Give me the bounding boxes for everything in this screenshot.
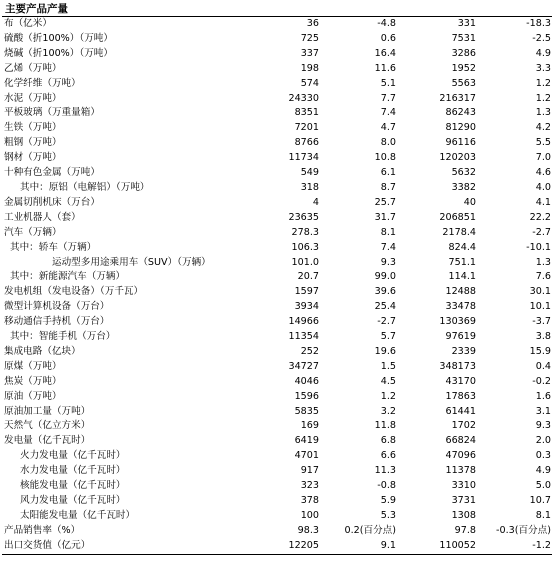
table-row [2, 241, 552, 256]
value-v2: 10.8 [374, 152, 396, 164]
value-v4: 4.9 [535, 465, 551, 477]
product-name: 化学纤维（万吨） [4, 77, 81, 89]
value-v1: 4 [312, 196, 319, 208]
value-v2: 5.1 [380, 77, 396, 89]
value-v1: 7201 [294, 122, 319, 134]
value-v2: 31.7 [374, 211, 396, 223]
value-v3: 3310 [451, 480, 476, 492]
value-v2: 6.1 [380, 167, 396, 179]
product-name: 出口交货值（亿元） [2, 539, 252, 554]
value-v4: -18.3 [526, 18, 551, 29]
value-v3: 97619 [445, 331, 476, 343]
value-v4: 2.0 [535, 435, 551, 447]
value-v2: 9.3 [380, 256, 396, 268]
value-v2: 19.6 [374, 345, 396, 357]
product-name: 金属切削机床（万台） [4, 196, 100, 208]
value-v4: 4.9 [535, 47, 551, 59]
product-name: 风力发电量（亿千瓦时） [20, 495, 126, 506]
value-v1: 252 [300, 345, 319, 357]
value-v1: 3934 [294, 301, 319, 313]
value-v3: 3731 [451, 495, 476, 506]
product-name: 运动型多用途乘用车（SUV）（万辆） [52, 256, 211, 268]
value-v3: 751.1 [448, 256, 476, 268]
value-v2: 39.6 [374, 286, 396, 298]
value-v2: 4.5 [380, 375, 396, 387]
product-name: 原油（万吨） [4, 390, 62, 402]
value-v4: 3.3 [535, 62, 551, 74]
table-row [2, 181, 552, 196]
table-row [2, 226, 552, 241]
value-v2: 0.6 [380, 32, 396, 44]
value-v3: 47096 [445, 450, 476, 462]
value-v2: 5.3 [380, 509, 396, 521]
value-v2: 7.4 [380, 107, 396, 119]
value-v3: 5563 [451, 77, 476, 89]
value-v3: 824.4 [448, 241, 476, 253]
product-name: 其中：原铝（电解铝）（万吨） [20, 181, 150, 193]
value-v1: 549 [300, 167, 319, 179]
value-v4: -2.7 [532, 226, 551, 238]
value-v3: 12488 [445, 286, 476, 298]
value-v2: 1.2 [380, 390, 396, 402]
value-v3: 11378 [445, 465, 476, 477]
table-row [2, 32, 552, 47]
table-row [2, 106, 552, 121]
value-v2: 4.7 [380, 122, 396, 134]
product-name: 平板玻璃（万重量箱） [4, 107, 100, 119]
value-v3: 2178.4 [442, 226, 476, 238]
value-v1: 323 [300, 480, 319, 492]
product-name: 其中：新能源汽车（万辆） [10, 271, 126, 283]
value-v4: -0.2 [532, 375, 551, 387]
value-v3: 17863 [445, 390, 476, 402]
table-row [2, 330, 552, 345]
value-v4: -1.2 [477, 539, 552, 554]
table-row [2, 256, 552, 271]
value-v3: 96116 [445, 137, 476, 149]
value-v1: 278.3 [291, 226, 319, 238]
value-v4: 0.3 [535, 450, 551, 462]
value-v3: 114.1 [448, 271, 476, 283]
value-v1: 101.0 [291, 256, 319, 268]
product-name: 发电机组（发电设备）（万千瓦） [4, 286, 144, 298]
table-row [2, 17, 552, 32]
table-row [2, 419, 552, 434]
product-name: 其中：智能手机（万台） [10, 331, 116, 343]
product-name: 工业机器人（套） [4, 211, 81, 223]
value-v1: 5835 [294, 405, 319, 417]
value-v1: 12205 [252, 539, 320, 554]
product-name: 乙烯（万吨） [4, 62, 62, 74]
value-v2: 11.8 [374, 420, 396, 432]
value-v3: 3382 [451, 181, 476, 193]
value-v1: 574 [300, 77, 319, 89]
value-v3: 130369 [439, 316, 476, 328]
value-v4: -2.5 [532, 32, 551, 44]
table-body [2, 17, 552, 554]
table-row [2, 375, 552, 390]
table-row [2, 390, 552, 405]
table-row [2, 345, 552, 360]
product-name: 生铁（万吨） [4, 122, 62, 134]
value-v2: 9.1 [320, 539, 397, 554]
value-v3: 61441 [445, 405, 476, 417]
value-v4: 8.1 [535, 509, 551, 521]
value-v3: 331 [457, 18, 476, 29]
value-v3: 33478 [445, 301, 476, 313]
table-row [2, 270, 552, 285]
value-v3: 43170 [445, 375, 476, 387]
product-name: 粗钢（万吨） [4, 137, 62, 149]
table-row [2, 47, 552, 62]
value-v1: 337 [300, 47, 319, 59]
table-row [2, 285, 552, 300]
product-name: 核能发电量（亿千瓦时） [20, 480, 126, 492]
table-row [2, 434, 552, 449]
value-v2: 5.7 [380, 331, 396, 343]
product-name: 产品销售率（%） [4, 524, 81, 536]
value-v1: 318 [300, 181, 319, 193]
value-v2: 8.0 [380, 137, 396, 149]
value-v1: 169 [300, 420, 319, 432]
product-name: 烧碱（折100%）（万吨） [4, 47, 113, 59]
value-v2: -4.8 [377, 18, 396, 29]
value-v3: 3286 [451, 47, 476, 59]
value-v2: 3.2 [380, 405, 396, 417]
value-v3: 81290 [445, 122, 476, 134]
value-v4: -10.1 [526, 241, 551, 253]
value-v1: 11734 [288, 152, 319, 164]
value-v4: 1.6 [535, 390, 551, 402]
table-row [2, 151, 552, 166]
table-row [2, 136, 552, 151]
table-row [2, 539, 552, 554]
value-v4: 7.6 [535, 271, 551, 283]
value-v1: 98.3 [297, 524, 319, 536]
value-v4: 7.0 [535, 152, 551, 164]
value-v1: 20.7 [297, 271, 319, 283]
value-v2: 6.6 [380, 450, 396, 462]
value-v3: 110052 [397, 539, 477, 554]
value-v2: 7.7 [380, 92, 396, 104]
value-v2: 25.4 [374, 301, 396, 313]
value-v2: -2.7 [377, 316, 396, 328]
table-row [2, 196, 552, 211]
value-v4: 9.3 [535, 420, 551, 432]
value-v4: 10.7 [529, 495, 551, 506]
value-v3: 120203 [439, 152, 476, 164]
table-row [2, 360, 552, 375]
value-v1: 34727 [288, 360, 319, 372]
value-v3: 216317 [439, 92, 476, 104]
table-row [2, 315, 552, 330]
product-name: 汽车（万辆） [4, 226, 62, 238]
value-v2: 11.6 [374, 62, 396, 74]
product-name: 集成电路（亿块） [4, 345, 81, 357]
table-row [2, 62, 552, 77]
value-v1: 8351 [294, 107, 319, 119]
product-name: 原煤（万吨） [4, 360, 62, 372]
value-v2: 1.5 [380, 360, 396, 372]
product-name: 水力发电量（亿千瓦时） [20, 465, 126, 477]
product-name: 原油加工量（万吨） [4, 405, 91, 417]
value-v3: 1952 [451, 62, 476, 74]
value-v1: 1597 [294, 286, 319, 298]
value-v1: 725 [300, 32, 319, 44]
value-v4: 4.0 [535, 181, 551, 193]
table-row [2, 211, 552, 226]
value-v1: 4046 [294, 375, 319, 387]
value-v1: 24330 [288, 92, 319, 104]
value-v2: 16.4 [374, 47, 396, 59]
product-name: 微型计算机设备（万台） [4, 301, 110, 313]
value-v4: 22.2 [529, 211, 551, 223]
table-row [2, 300, 552, 315]
value-v2: 8.7 [380, 181, 396, 193]
table-row [2, 494, 552, 509]
table-row [2, 121, 552, 136]
value-v4: 4.1 [535, 196, 551, 208]
product-name: 发电量（亿千瓦时） [4, 435, 91, 447]
value-v3: 1702 [451, 420, 476, 432]
product-output-table [2, 17, 552, 555]
value-v4: 4.2 [535, 122, 551, 134]
table-row [2, 524, 552, 539]
product-name: 火力发电量（亿千瓦时） [20, 450, 126, 462]
value-v4: 3.1 [535, 405, 551, 417]
value-v2: 11.3 [374, 465, 396, 477]
table-row [2, 479, 552, 494]
value-v4: -0.3(百分点) [496, 524, 551, 536]
product-name: 其中：轿车（万辆） [10, 241, 97, 253]
table-row [2, 166, 552, 181]
value-v4: 30.1 [529, 286, 551, 298]
value-v4: 1.2 [535, 92, 551, 104]
value-v1: 11354 [288, 331, 319, 343]
value-v3: 7531 [451, 32, 476, 44]
section-title: 主要产品产量 [2, 2, 552, 17]
value-v4: 10.1 [529, 301, 551, 313]
value-v4: 4.6 [535, 167, 551, 179]
product-name: 天然气（亿立方米） [4, 420, 91, 432]
value-v1: 4701 [294, 450, 319, 462]
value-v4: -3.7 [532, 316, 551, 328]
value-v1: 6419 [294, 435, 319, 447]
value-v1: 14966 [288, 316, 319, 328]
value-v1: 36 [306, 18, 319, 29]
value-v2: 5.9 [380, 495, 396, 506]
value-v4: 5.5 [535, 137, 551, 149]
product-name: 布（亿米） [4, 18, 52, 29]
product-name: 钢材（万吨） [4, 152, 62, 164]
value-v1: 1596 [294, 390, 319, 402]
value-v1: 198 [300, 62, 319, 74]
product-name: 太阳能发电量（亿千瓦时） [20, 509, 136, 521]
value-v2: 8.1 [380, 226, 396, 238]
value-v1: 8766 [294, 137, 319, 149]
table-row [2, 77, 552, 92]
value-v1: 23635 [288, 211, 319, 223]
value-v4: 1.3 [535, 107, 551, 119]
value-v3: 66824 [445, 435, 476, 447]
product-name: 移动通信手持机（万台） [4, 316, 110, 328]
product-name: 焦炭（万吨） [4, 375, 62, 387]
value-v4: 3.8 [535, 331, 551, 343]
value-v4: 5.0 [535, 480, 551, 492]
value-v3: 2339 [451, 345, 476, 357]
value-v4: 1.2 [535, 77, 551, 89]
value-v3: 206851 [439, 211, 476, 223]
value-v1: 100 [300, 509, 319, 521]
value-v3: 348173 [439, 360, 476, 372]
value-v2: 99.0 [374, 271, 396, 283]
value-v3: 40 [463, 196, 476, 208]
table-row [2, 509, 552, 524]
value-v2: 7.4 [380, 241, 396, 253]
table-row [2, 92, 552, 107]
table-row [2, 405, 552, 420]
value-v2: -0.8 [377, 480, 396, 492]
value-v3: 1308 [451, 509, 476, 521]
value-v1: 917 [300, 465, 319, 477]
value-v4: 1.3 [535, 256, 551, 268]
value-v3: 97.8 [454, 524, 476, 536]
value-v1: 378 [300, 495, 319, 506]
value-v1: 106.3 [291, 241, 319, 253]
value-v2: 25.7 [374, 196, 396, 208]
value-v2: 6.8 [380, 435, 396, 447]
value-v2: 0.2(百分点) [344, 524, 396, 536]
value-v4: 15.9 [529, 345, 551, 357]
table-row [2, 449, 552, 464]
product-name: 水泥（万吨） [4, 92, 62, 104]
value-v4: 0.4 [535, 360, 551, 372]
table-row [2, 464, 552, 479]
value-v3: 5632 [451, 167, 476, 179]
value-v3: 86243 [445, 107, 476, 119]
product-name: 十种有色金属（万吨） [4, 167, 100, 179]
product-name: 硫酸（折100%）（万吨） [4, 32, 113, 44]
